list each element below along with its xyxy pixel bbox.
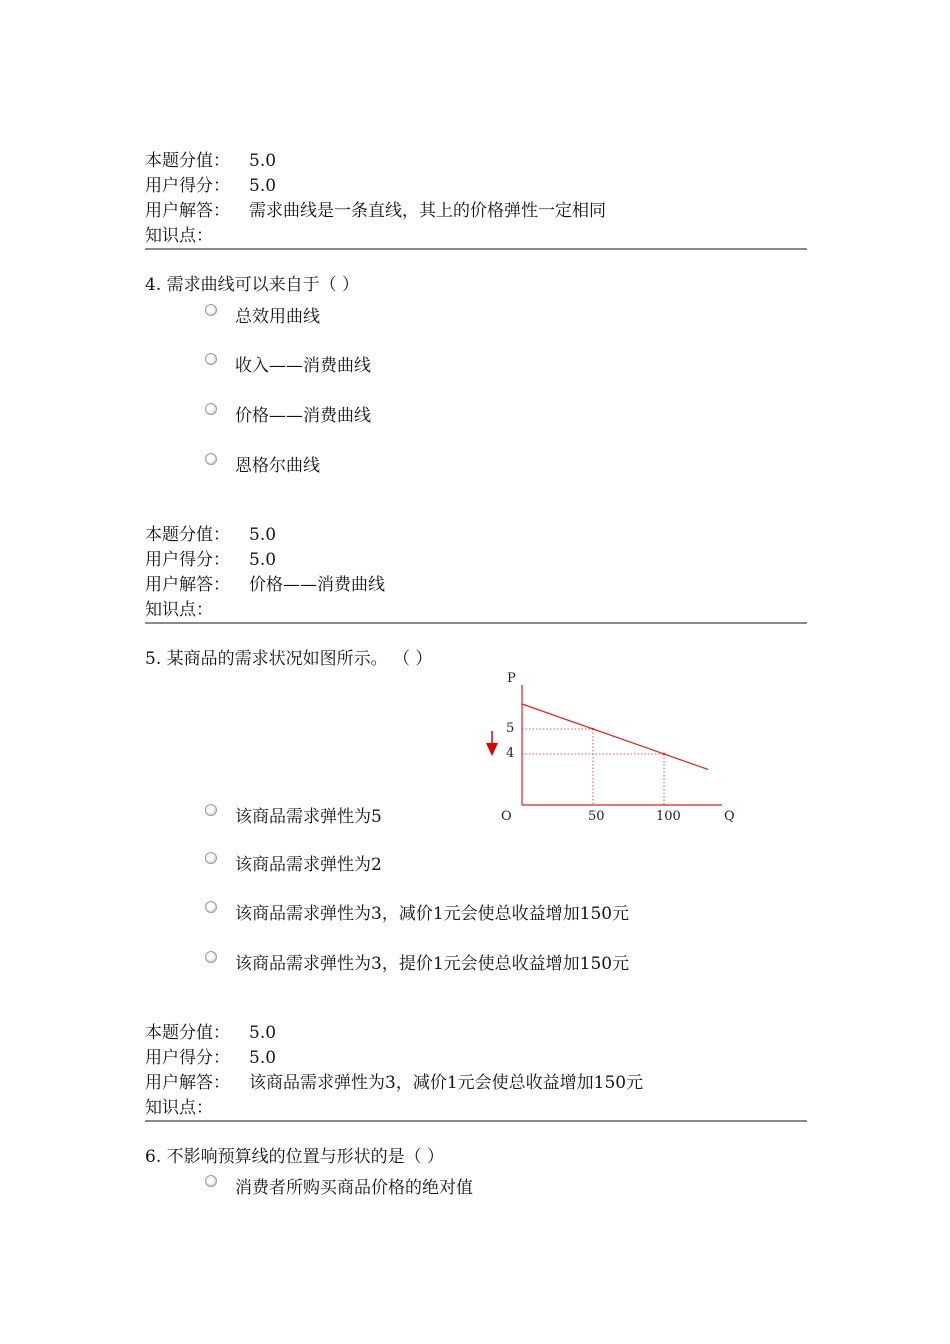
q4-option-4-radio[interactable]: [205, 453, 217, 465]
divider: [145, 622, 807, 624]
q5-option-1-radio[interactable]: [205, 804, 217, 816]
score-value: 5.0: [249, 151, 277, 171]
q4-option-1-label: 总效用曲线: [235, 307, 320, 327]
down-arrow-icon: [486, 743, 498, 756]
q6-option-1-label: 消费者所购买商品价格的绝对值: [235, 1178, 473, 1198]
demand-chart: [480, 665, 750, 830]
q4-user-score-label: 用户得分：: [145, 550, 230, 570]
q4-user-score-value: 5.0: [249, 550, 277, 570]
user-score-label: 用户得分：: [145, 176, 230, 196]
q5-option-3-radio[interactable]: [205, 901, 217, 913]
q4-score-value: 5.0: [249, 525, 277, 545]
q5-user-score-label: 用户得分：: [145, 1048, 230, 1068]
q5-option-4-label: 该商品需求弹性为3，提价1元会使总收益增加150元: [235, 954, 630, 974]
score-label: 本题分值：: [145, 151, 230, 171]
q6-option-1-radio[interactable]: [205, 1175, 217, 1187]
q5-user-score-value: 5.0: [249, 1048, 277, 1068]
q5-option-3-label: 该商品需求弹性为3，减价1元会使总收益增加150元: [235, 904, 630, 924]
knowledge-label: 知识点：: [145, 226, 213, 246]
user-answer-label: 用户解答：: [145, 201, 230, 221]
q4-knowledge-label: 知识点：: [145, 600, 213, 620]
x-axis-label: Q: [724, 809, 735, 824]
q4-option-2-label: 收入——消费曲线: [235, 356, 371, 376]
q4-score-label: 本题分值：: [145, 525, 230, 545]
q4-user-answer-value: 价格——消费曲线: [249, 575, 385, 595]
q4-option-4-label: 恩格尔曲线: [235, 456, 320, 476]
x-tick-50: 50: [588, 809, 605, 824]
divider: [145, 1120, 807, 1122]
y-tick-4: 4: [506, 746, 515, 761]
q5-option-2-radio[interactable]: [205, 852, 217, 864]
q5-user-answer-value: 该商品需求弹性为3，减价1元会使总收益增加150元: [249, 1073, 644, 1093]
q4-option-3-label: 价格——消费曲线: [235, 406, 371, 426]
q5-option-1-label: 该商品需求弹性为5: [235, 807, 382, 827]
y-tick-5: 5: [506, 721, 515, 736]
data-point: [663, 753, 665, 755]
q4-user-answer-label: 用户解答：: [145, 575, 230, 595]
q5-score-value: 5.0: [249, 1023, 277, 1043]
q5-knowledge-label: 知识点：: [145, 1098, 213, 1118]
user-answer-value: 需求曲线是一条直线，其上的价格弹性一定相同: [249, 201, 606, 221]
q5-option-4-radio[interactable]: [205, 951, 217, 963]
question-5-text: 5. 某商品的需求状况如图所示。 （ ）: [145, 649, 433, 669]
q4-option-3-radio[interactable]: [205, 403, 217, 415]
q5-user-answer-label: 用户解答：: [145, 1073, 230, 1093]
y-axis-label: P: [507, 671, 516, 686]
divider: [145, 248, 807, 250]
q5-score-label: 本题分值：: [145, 1023, 230, 1043]
q4-option-1-radio[interactable]: [205, 304, 217, 316]
x-tick-100: 100: [656, 809, 681, 824]
q5-option-2-label: 该商品需求弹性为2: [235, 855, 382, 875]
question-4-text: 4. 需求曲线可以来自于（ ）: [145, 275, 360, 295]
q4-option-2-radio[interactable]: [205, 353, 217, 365]
data-point: [592, 728, 594, 730]
user-score-value: 5.0: [249, 176, 277, 196]
origin-label: O: [501, 809, 512, 824]
question-6-text: 6. 不影响预算线的位置与形状的是（ ）: [145, 1147, 445, 1167]
demand-line: [522, 704, 708, 769]
